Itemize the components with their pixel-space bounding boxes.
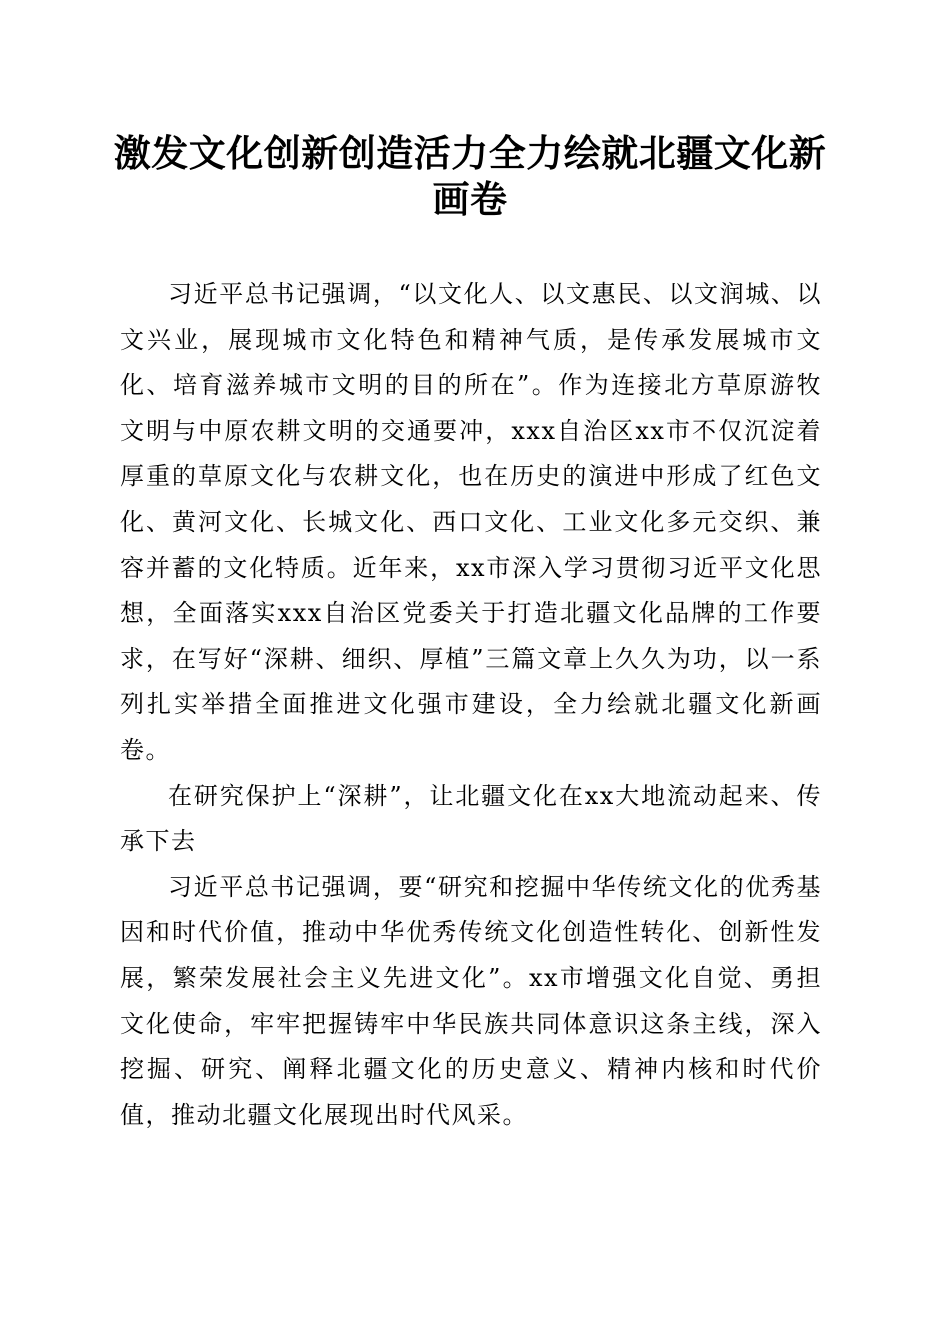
paragraph-section-heading: 在研究保护上“深耕”，让北疆文化在xx大地流动起来、传承下去	[120, 781, 822, 856]
document-title: 激发文化创新创造活力全力绘就北疆文化新画卷	[113, 131, 827, 221]
paragraph-intro: 习近平总书记强调，“以文化人、以文惠民、以文润城、以文兴业，展现城市文化特色和精神气质，是传承发展城市文化、培育滋养城市文明的目的所在”。作为连接北方草原游牧文明与中原农耕文明的交通要冲，xxx自治区xx市不仅沉淀着厚重的草原文化与农耕文化，也在历史的演进中形成了红色文化、黄河文化、长城文化、西口文化、工业文化多元交织、兼容并蓄的文化特质。近年来，xx市深入学习贯彻习近平文化思想，全面落实xxx自治区党委关于打造北疆文化品牌的工作要求，在写好“深耕、细织、厚植”三篇文章上久久为功，以一系列扎实举措全面推进文化强市建设，全力绘就北疆文化新画卷。	[120, 280, 822, 764]
document-body	[120, 272, 822, 1138]
paragraph-section-body: 习近平总书记强调，要“研究和挖掘中华传统文化的优秀基因和时代价值，推动中华优秀传统文化创造性转化、创新性发展，繁荣发展社会主义先进文化”。xx市增强文化自觉、勇担文化使命，牢牢把握铸牢中华民族共同体意识这条主线，深入挖掘、研究、阐释北疆文化的历史意义、精神内核和时代价值，推动北疆文化展现出时代风采。	[120, 872, 822, 1129]
